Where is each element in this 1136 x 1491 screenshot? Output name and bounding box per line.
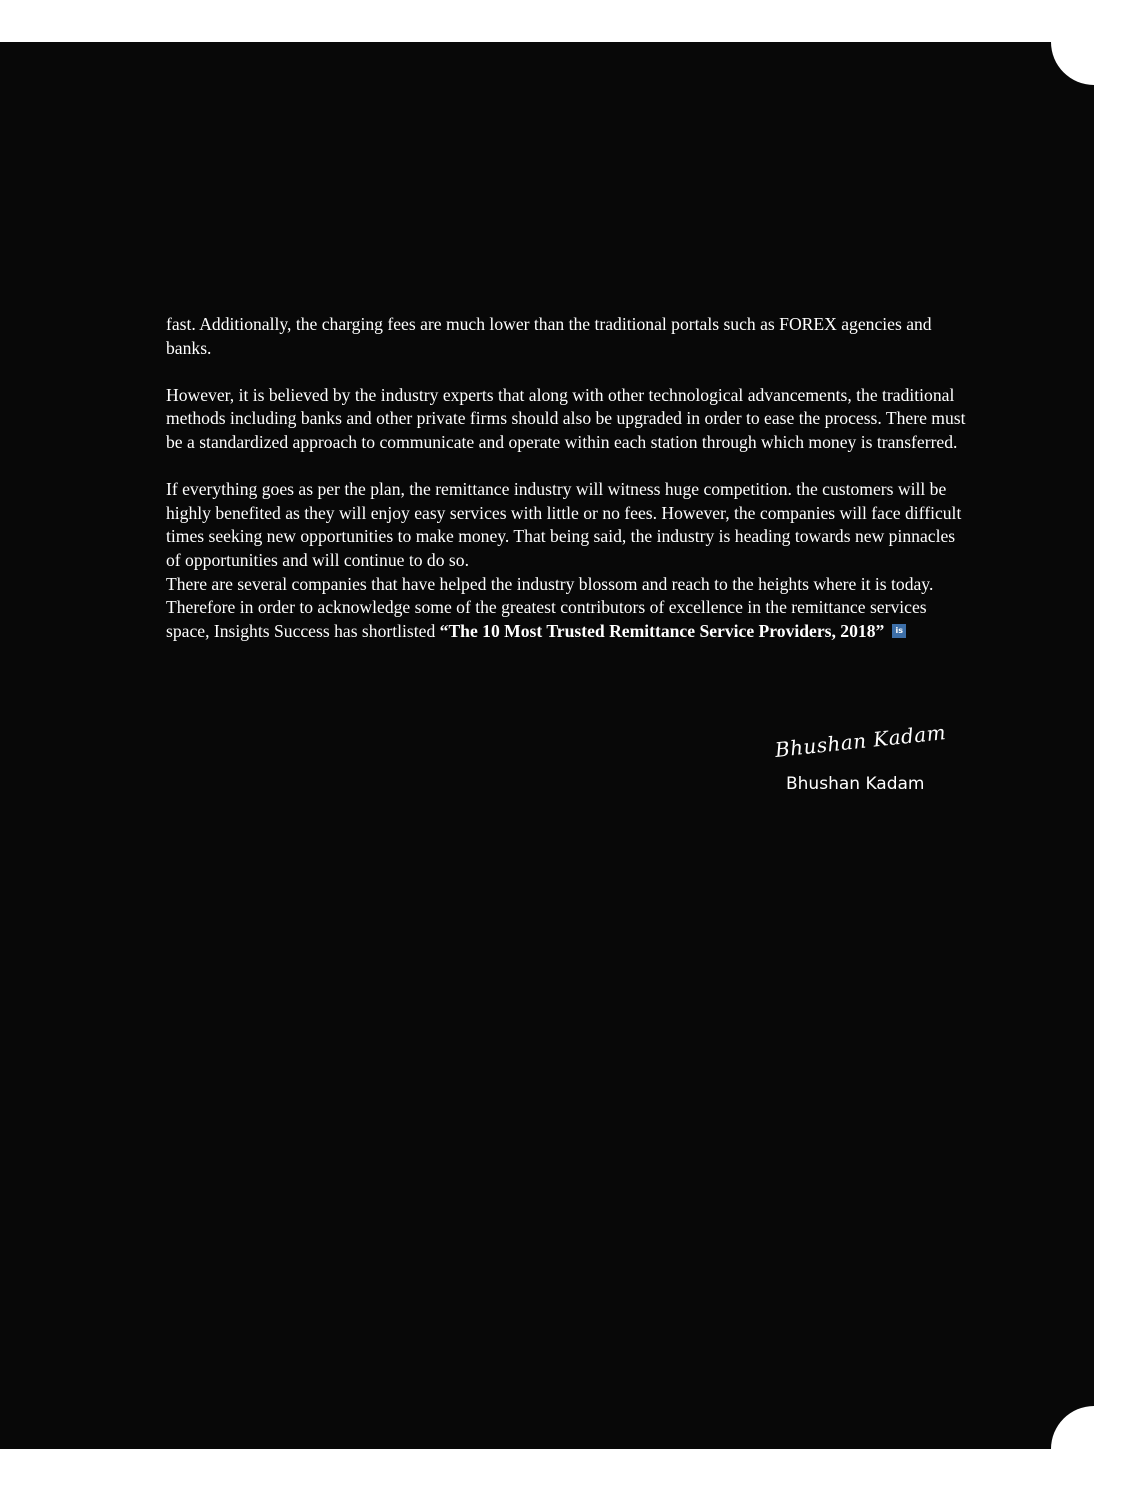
shortlist-title: “The 10 Most Trusted Remittance Service Providers, 2018” bbox=[439, 620, 885, 641]
closing-text: There are several companies that have helped the industry blossom and reach to the heights where it is today. Therefore in order to acknowledge some of the greatest contributors of excellence in the remittance services space, Insights Success has shortlisted bbox=[166, 573, 934, 641]
closing-paragraph bbox=[166, 573, 966, 644]
page-corner-notch-top bbox=[1051, 0, 1136, 85]
article-paragraph: fast. Additionally, the charging fees are much lower than the traditional portals such as FOREX agencies and banks. bbox=[166, 314, 932, 358]
magazine-page bbox=[0, 42, 1094, 1449]
editorial-article bbox=[166, 313, 966, 643]
page-corner-notch-bottom bbox=[1051, 1406, 1136, 1491]
article-paragraph: If everything goes as per the plan, the remittance industry will witness huge competition. the customers will be highly benefited as they will enjoy easy services with little or no fees. However, the companies will face difficult times seeking new opportunities to make money. That being said, the industry is heading towards new pinnacles of opportunities and will continue to do so. bbox=[166, 479, 962, 570]
author-signature: Bhushan Kadam bbox=[773, 720, 948, 762]
article-paragraph: However, it is believed by the industry experts that along with other technological advancements, the traditional methods including banks and other private firms should also be upgraded in order to ease the process. There must be a standardized approach to communicate and operate within each station through which money is transferred. bbox=[166, 384, 966, 452]
end-of-article-icon: is bbox=[892, 624, 906, 638]
author-name: Bhushan Kadam bbox=[786, 774, 925, 794]
